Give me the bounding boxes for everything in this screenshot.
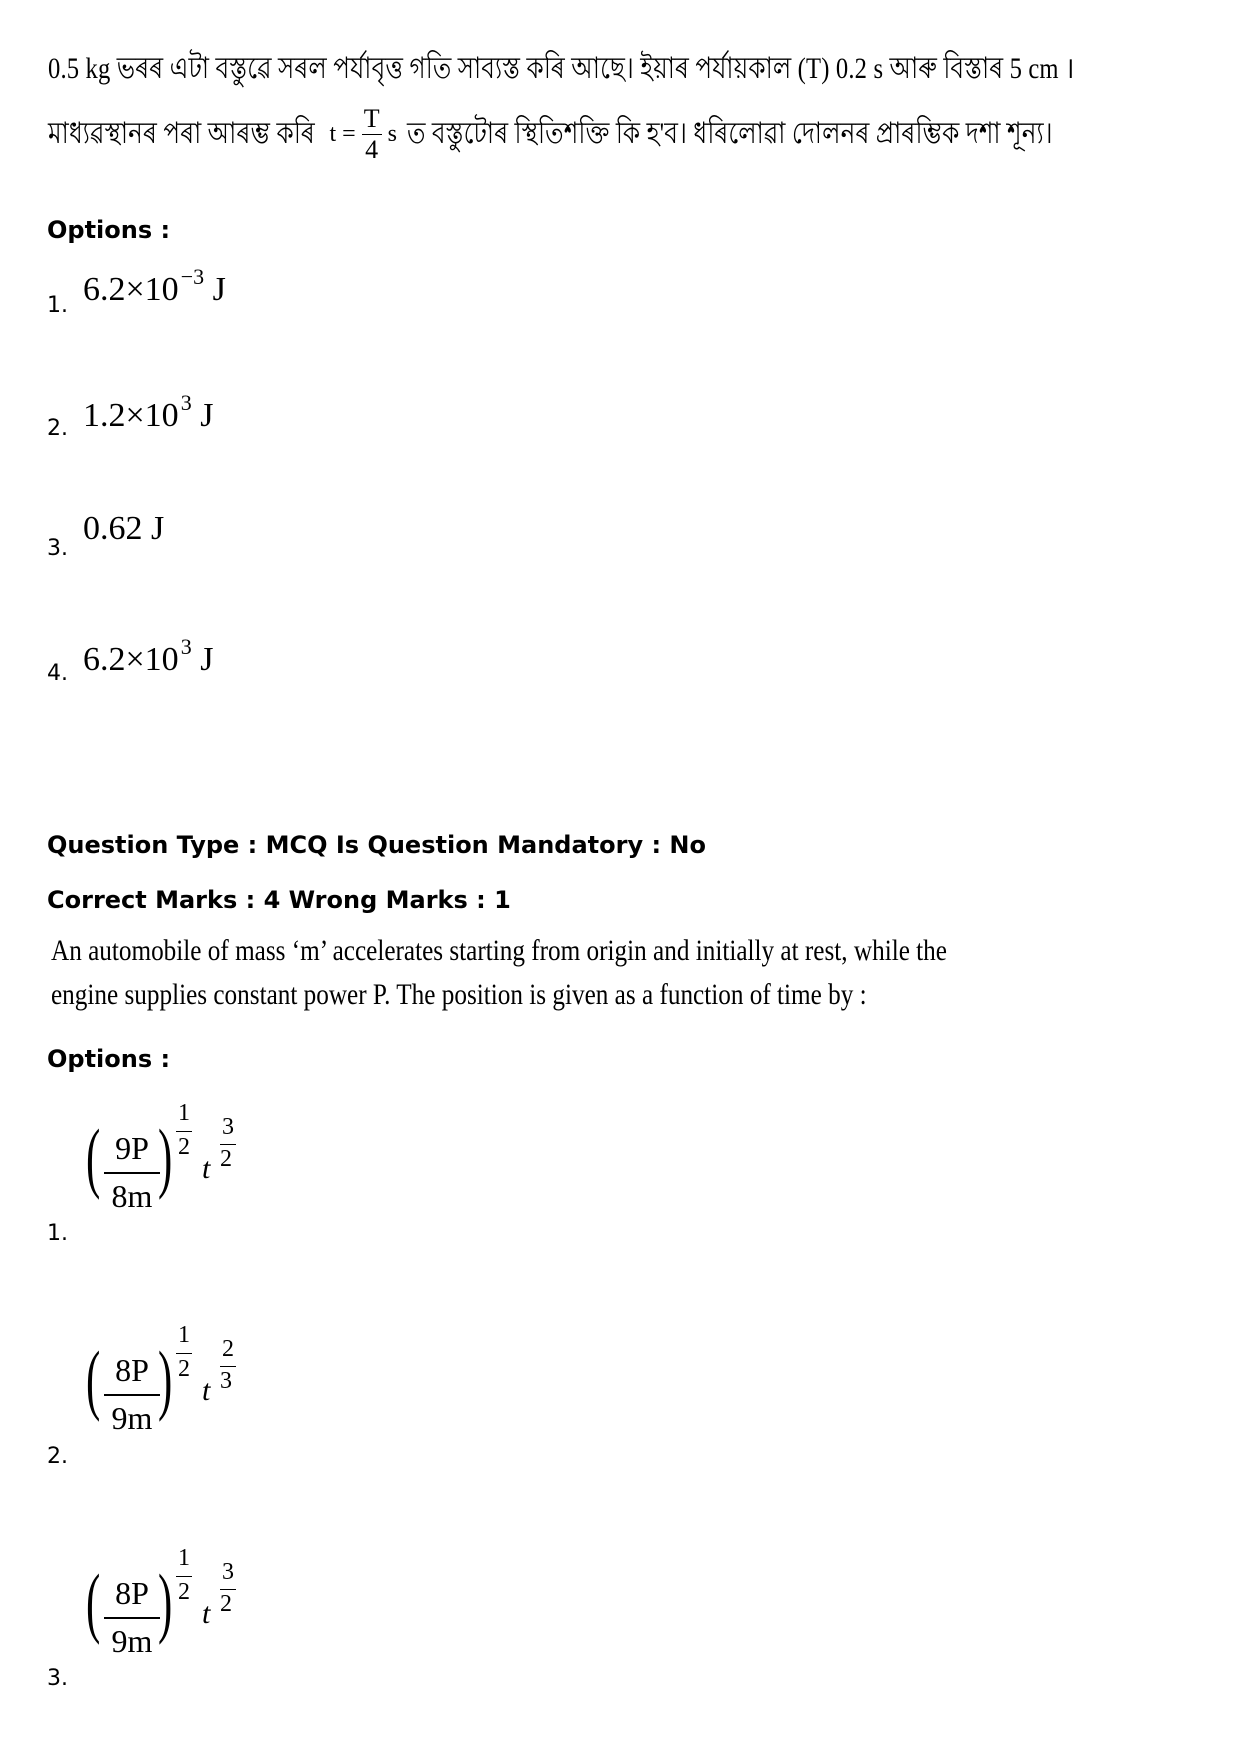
q2-option-3-t-exp-den: 2 [220,1591,232,1617]
q2-option-3-outer-exp-num: 1 [178,1545,190,1571]
q2-option-1-denominator: 8m [111,1178,153,1214]
exp-bar [220,1366,236,1367]
q2-option-3-numerator: 8P [115,1575,149,1611]
q1-option-3-value: 0.62 J [83,510,165,547]
q2-option-2-outer-exp-num: 1 [178,1322,190,1348]
fraction-bar [104,1617,160,1619]
left-paren: ( [86,1558,101,1645]
q1-option-4-mantissa: 6.2×10 [83,641,179,678]
q2-option-1-t: t [202,1152,211,1185]
q2-option-2-denominator: 9m [111,1400,153,1436]
q2-option-3-t-exp-num: 3 [222,1559,234,1585]
right-paren: ) [158,1113,173,1200]
exp-bar [176,1353,192,1354]
q1-option-4-number: 4. [47,661,68,686]
q1-option-2[interactable] [83,390,213,435]
q1-option-4[interactable] [83,634,213,679]
q2-option-3-number: 3. [47,1666,68,1691]
q1-t-equals: t = [329,121,356,147]
q1-option-2-mantissa: 1.2×10 [83,397,179,434]
q1-option-4-unit: J [191,641,214,678]
q2-text-line2: engine supplies constant power P. The position is given as a function of time by : [51,978,867,1011]
q1-option-4-exponent: 3 [180,634,192,659]
q2-option-3[interactable] [86,1545,266,1685]
q1-fraction-numerator: T [363,104,380,133]
q1-fraction-denominator: 4 [365,135,379,164]
q2-option-3-outer-exp-den: 2 [178,1579,190,1605]
q1-line2-after: ত বস্তুটোৰ স্থিতিশক্তি কি হ'ব। ধৰিলোৱা দোলনৰ প্ৰাৰম্ভিক দশা শূন্য। [406,117,1053,150]
q1-option-1-number: 1. [47,293,68,318]
q1-text-line2 [48,104,1194,184]
q2-text-line1: An automobile of mass ‘m’ accelerates starting from origin and initially at rest, while the [51,934,947,967]
q2-marks-line: Correct Marks : 4 Wrong Marks : 1 [47,886,511,914]
q2-option-2-number: 2. [47,1444,68,1469]
q1-unit: s [387,121,397,147]
q2-option-3-t: t [202,1597,211,1630]
fraction-bar [104,1172,160,1174]
q2-options-label: Options : [47,1045,171,1073]
q2-option-2-t-exp-den: 3 [220,1368,232,1394]
left-paren: ( [86,1335,101,1422]
q2-option-1-outer-exp-num: 1 [178,1100,190,1126]
q2-option-1-t-exp-den: 2 [220,1146,232,1172]
q1-option-1[interactable] [83,264,226,309]
q2-option-1-number: 1. [47,1221,68,1246]
q2-option-1-outer-exp-den: 2 [178,1134,190,1160]
exp-bar [220,1589,236,1590]
q2-option-2-t: t [202,1374,211,1407]
fraction-bar [104,1394,160,1396]
q2-option-1-t-exp-num: 3 [222,1114,234,1140]
q1-options-label: Options : [47,216,171,244]
q1-option-1-mantissa: 6.2×10 [83,271,179,308]
q1-fraction [362,104,382,165]
exp-bar [176,1131,192,1132]
q1-option-2-unit: J [191,397,214,434]
q2-option-1[interactable] [86,1100,266,1240]
q1-option-3[interactable] [83,510,164,548]
q1-option-2-number: 2. [47,416,68,441]
exp-bar [176,1576,192,1577]
q2-option-3-denominator: 9m [111,1623,153,1659]
q2-type-line: Question Type : MCQ Is Question Mandatory : No [47,831,706,859]
q2-option-1-numerator: 9P [115,1130,149,1166]
q1-option-3-number: 3. [47,536,68,561]
q1-option-2-exponent: 3 [180,390,192,415]
q1-text-line1: 0.5 kg ভৰৰ এটা বস্তুৱে সৰল পৰ্যাবৃত্ত গতি সাব্যস্ত কৰি আছে। ইয়াৰ পৰ্যায়কাল (T) 0.2 s আৰু বিস্তাৰ 5 cm । [48,52,1075,85]
q1-option-1-unit: J [204,271,226,308]
q2-option-2-t-exp-num: 2 [222,1336,234,1362]
left-paren: ( [86,1113,101,1200]
q2-option-2-outer-exp-den: 2 [178,1356,190,1382]
right-paren: ) [158,1558,173,1645]
exp-bar [220,1144,236,1145]
q1-line2-before: মাধ্যৱস্থানৰ পৰা আৰম্ভ কৰি [48,117,315,150]
q2-option-2-numerator: 8P [115,1352,149,1388]
q2-option-2[interactable] [86,1322,266,1462]
q1-option-1-exponent: −3 [180,264,205,289]
right-paren: ) [158,1335,173,1422]
